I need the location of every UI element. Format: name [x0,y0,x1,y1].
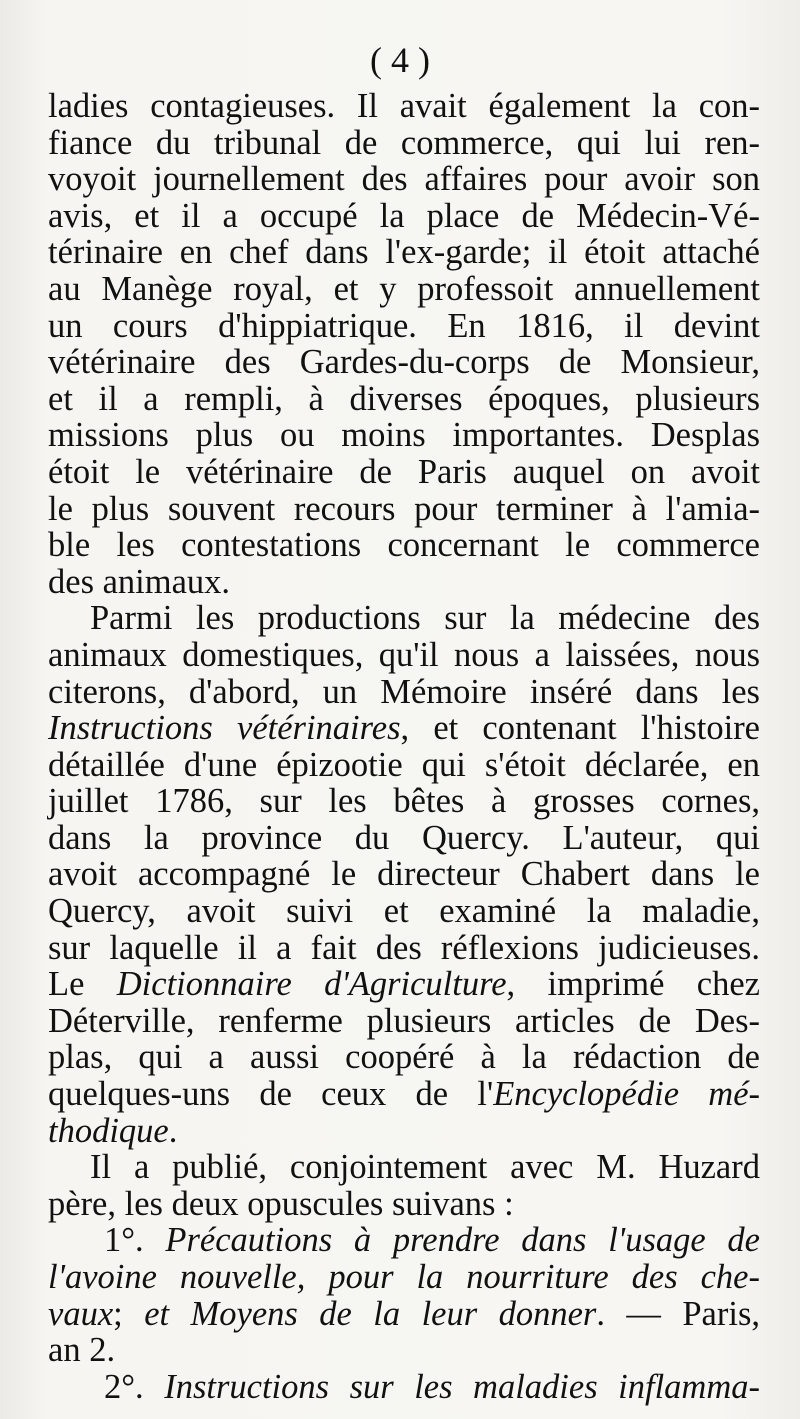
text-line: juillet 1786, sur les bêtes à grosses cornes, [48,782,760,821]
text-line [48,1369,760,1406]
italic-span: et Moyens de la leur donner [144,1294,597,1333]
text-span: ; [113,1294,145,1333]
text-line: voyoit journellement des affaires pour avoir son [48,160,760,199]
text-line: père, les deux opuscules suivans : [48,1184,514,1223]
body-text [48,88,760,1405]
text-line: vétérinaire des Gardes-du-corps de Monsieur, [48,343,760,382]
text-line: au Manège royal, et y professoit annuellement [48,269,760,308]
text-line: an 2. [48,1331,116,1370]
text-line [48,1113,760,1150]
text-line: plas, qui a aussi coopéré à la rédaction de [48,1038,760,1077]
text-line: des animaux. [48,562,231,601]
italic-span: Dictionnaire d'Agriculture [116,965,507,1004]
text-line: étoit le vétérinaire de Paris auquel on avoit [48,452,760,491]
text-line: et il a rempli, à diverses époques, plusieurs [48,379,760,418]
italic-span: Encyclopédie mé- [493,1075,760,1114]
text-line [48,1296,760,1333]
text-line: ble les contestations concernant le commerce [48,526,760,565]
text-line: avoit accompagné le directeur Chabert dans le [48,855,760,894]
text-line: citerons, d'abord, un Mémoire inséré dans les [48,672,760,711]
text-span: Le [48,965,117,1004]
text-line: détaillée d'une épizootie qui s'étoit déclarée, en [48,745,760,784]
italic-span: Instructions sur les maladies inflamma- [164,1367,760,1406]
italic-span: l'avoine nouvelle, pour la nourriture des che- [48,1258,760,1296]
text-span: quelques-uns de ceux de l' [48,1075,494,1114]
text-line: ladies contagieuses. Il avait également la con- [48,87,760,125]
text-line: dans la province du Quercy. L'auteur, qui [48,818,760,857]
text-span: . [168,1111,178,1150]
text-line [48,1076,760,1113]
text-line: missions plus ou moins importantes. Desplas [48,416,760,455]
text-line: Parmi les productions sur la médecine des [90,599,760,638]
text-span: , et contenant l'histoire [400,709,760,748]
text-line: térinaire en chef dans l'ex-garde; il étoit attaché [48,233,760,272]
text-line: avis, et il a occupé la place de Médecin-Vé- [48,196,760,235]
text-line: Quercy, avoit suivi et examiné la maladie, [48,892,760,931]
text-line [48,1259,760,1296]
text-line: le plus souvent recours pour terminer à l'amia- [48,489,760,528]
text-line: fiance du tribunal de commerce, qui lui ren- [48,123,760,162]
italic-span: vaux [48,1294,114,1333]
text-line [48,710,760,747]
italic-span: Précautions à prendre dans l'usage de [165,1221,760,1260]
italic-span: Instructions vétérinaires [48,709,401,748]
text-span: 1°. [104,1221,166,1260]
text-span: . — Paris, [596,1294,760,1333]
text-line: Il a publié, conjointement avec M. Huzard [90,1148,760,1187]
text-line [48,1222,760,1259]
text-span: 2°. [104,1367,165,1406]
text-line: Déterville, renferme plusieurs articles de Des- [48,1001,760,1040]
text-line [48,966,760,1003]
text-span: , imprimé chez [506,965,760,1004]
text-line: animaux domestiques, qu'il nous a laissées, nous [48,635,760,674]
page-number: ( 4 ) [370,40,430,80]
italic-span: thodique [48,1111,169,1150]
text-line: un cours d'hippiatrique. En 1816, il devint [48,306,760,345]
text-line: sur laquelle il a fait des réflexions judicieuses. [48,928,760,967]
